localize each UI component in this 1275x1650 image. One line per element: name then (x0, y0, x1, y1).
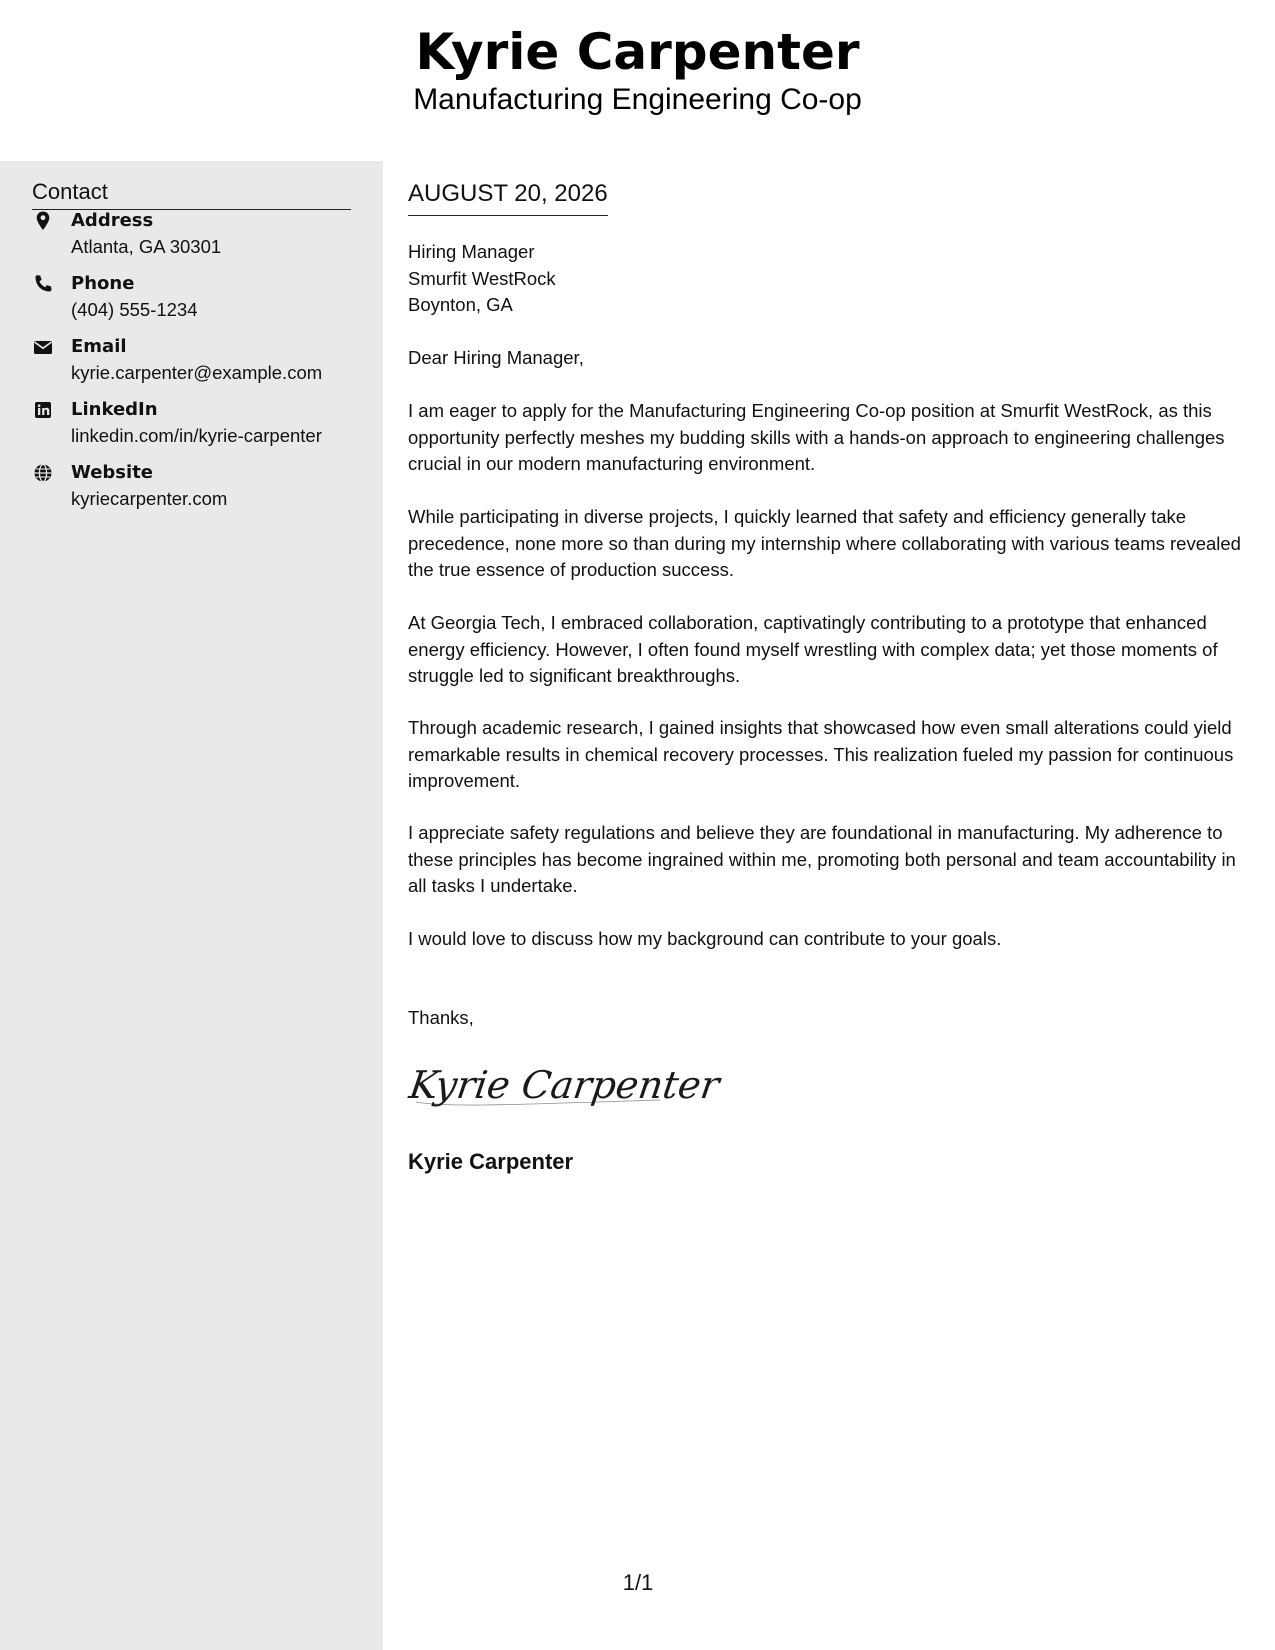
letter-header (0, 0, 1275, 160)
contact-value: Atlanta, GA 30301 (71, 236, 222, 257)
body-paragraph: Through academic research, I gained insights that showcased how even small alterations could yield remarkable results in chemical recovery processes. This realization fueled my passion for continuous improvement. (408, 717, 1234, 791)
contact-value: kyrie.carpenter@example.com (71, 362, 323, 383)
phone-icon (32, 273, 54, 295)
contact-label: Website (71, 462, 154, 483)
contact-label: Address (71, 210, 154, 231)
recipient-line: Smurfit WestRock (408, 267, 556, 289)
recipient-line: Hiring Manager (408, 241, 535, 262)
recipient-block (408, 239, 556, 319)
contact-value: linkedin.com/in/kyrie-carpenter (71, 425, 322, 446)
contact-heading: Contact (32, 177, 351, 210)
svg-text:Kyrie Carpenter: Kyrie Carpenter (406, 1064, 722, 1108)
signer-name: Kyrie Carpenter (408, 1149, 574, 1174)
body-paragraph: I am eager to apply for the Manufacturing Engineering Co-op position at Smurfit WestRock, as this opportunity perfectly meshes my budding skills with a hands-on approach to engineering challenges crucial in our modern manufacturing environment. (408, 400, 1225, 474)
contact-label: LinkedIn (71, 399, 158, 420)
contact-email (32, 335, 372, 391)
body-paragraph: I would love to discuss how my background can contribute to your goals. (408, 928, 1002, 949)
body-paragraph: I appreciate safety regulations and believe they are foundational in manufacturing. My adherence to these principles has become ingrained within me, promoting both personal and team accountability in all tasks I undertake. (408, 822, 1236, 896)
applicant-role: Manufacturing Engineering Co-op (413, 83, 862, 116)
contact-website (32, 461, 372, 517)
contact-value: kyriecarpenter.com (71, 488, 228, 509)
salutation: Dear Hiring Manager, (408, 347, 584, 368)
contact-phone (32, 272, 372, 328)
map-pin-icon (32, 210, 54, 232)
globe-icon (32, 462, 54, 484)
body-paragraph: While participating in diverse projects, I quickly learned that safety and efficiency generally take precedence, none more so than during my internship where collaborating with various teams revealed the true essence of production success. (408, 506, 1241, 580)
contact-value: (404) 555-1234 (71, 299, 198, 320)
contact-linkedin (32, 398, 372, 454)
contact-sidebar (0, 161, 383, 1650)
applicant-name: Kyrie Carpenter (415, 23, 860, 81)
envelope-icon (32, 336, 54, 358)
closing: Thanks, (408, 1007, 474, 1028)
handwritten-signature (406, 1054, 722, 1114)
contact-address (32, 209, 372, 265)
letter-date: AUGUST 20, 2026 (408, 179, 608, 216)
linkedin-icon (32, 399, 54, 421)
contact-label: Phone (71, 273, 135, 294)
contact-label: Email (71, 336, 127, 357)
page-number: 1/1 (622, 1570, 654, 1595)
recipient-line: Boynton, GA (408, 294, 513, 315)
body-paragraph: At Georgia Tech, I embraced collaboration, captivatingly contributing to a prototype that enhanced energy efficiency. However, I often found myself wrestling with complex data; yet those moments of struggle led to significant breakthroughs. (408, 612, 1218, 686)
